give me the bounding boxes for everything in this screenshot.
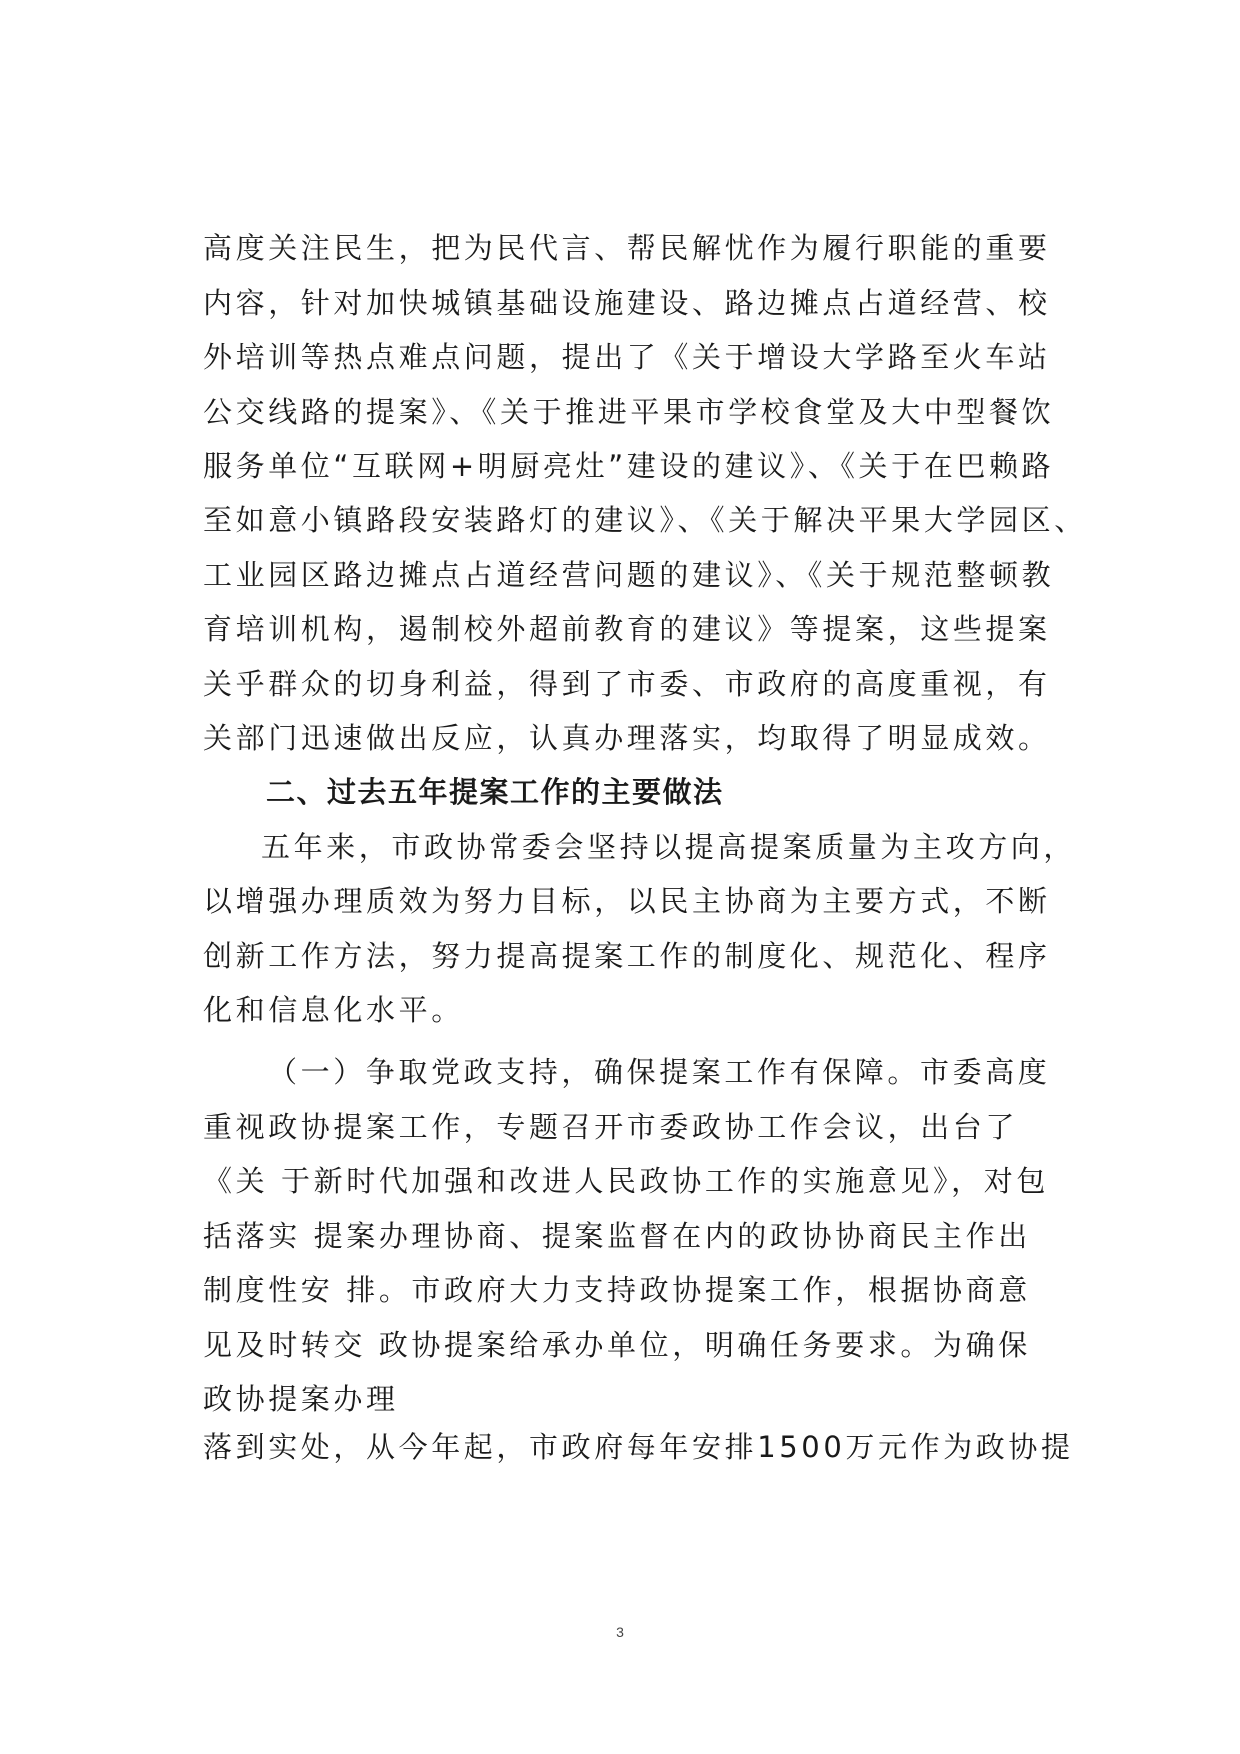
page-number: 3 (616, 1624, 624, 1640)
paragraph-line: 落到实处，从今年起，市政府每年安排1500万元作为政协提 (203, 1430, 1074, 1464)
paragraph-line: 《关 于新时代加强和改进人民政协工作的实施意见》，对包 (203, 1164, 1049, 1198)
paragraph-line: 关乎群众的切身利益，得到了市委、市政府的高度重视，有 (203, 667, 1051, 701)
paragraph-line: 政协提案办理 (203, 1382, 399, 1416)
paragraph-line: 外培训等热点难点问题，提出了《关于增设大学路至火车站 (203, 340, 1051, 374)
paragraph-line: 括落实 提案办理协商、提案监督在内的政协协商民主作出 (203, 1219, 1031, 1253)
paragraph-line: 见及时转交 政协提案给承办单位，明确任务要求。为确保 (203, 1328, 1031, 1362)
paragraph-line: 服务单位“互联网+明厨亮灶”建设的建议》、《关于在巴赖路 (203, 449, 1055, 483)
paragraph-line: 至如意小镇路段安装路灯的建议》、《关于解决平果大学园区、 (203, 503, 1087, 537)
paragraph-line: 化和信息化水平。 (203, 993, 464, 1027)
paragraph-line: 内容，针对加快城镇基础设施建设、路边摊点占道经营、校 (203, 286, 1051, 320)
paragraph-line: 制度性安 排。市政府大力支持政协提案工作，根据协商意 (203, 1273, 1031, 1307)
paragraph-line: 公交线路的提案》、《关于推进平果市学校食堂及大中型餐饮 (203, 395, 1055, 429)
paragraph-line: 高度关注民生，把为民代言、帮民解忧作为履行职能的重要 (203, 231, 1051, 265)
paragraph-line: 关部门迅速做出反应，认真办理落实，均取得了明显成效。 (203, 721, 1051, 755)
paragraph-line: 工业园区路边摊点占道经营问题的建议》、《关于规范整顿教 (203, 558, 1055, 592)
paragraph-line: 重视政协提案工作，专题召开市委政协工作会议，出台了 (203, 1110, 1019, 1144)
paragraph-line: 育培训机构，遏制校外超前教育的建议》等提案，这些提案 (203, 612, 1051, 646)
section-heading: 二、过去五年提案工作的主要做法 (266, 775, 724, 809)
paragraph-line: 创新工作方法，努力提高提案工作的制度化、规范化、程序 (203, 939, 1051, 973)
paragraph-line: 以增强办理质效为努力目标，以民主协商为主要方式，不断 (203, 884, 1051, 918)
paragraph-line: 五年来，市政协常委会坚持以提高提案质量为主攻方向， (261, 830, 1077, 864)
paragraph-line: （一）争取党政支持，确保提案工作有保障。市委高度 (268, 1055, 1051, 1089)
